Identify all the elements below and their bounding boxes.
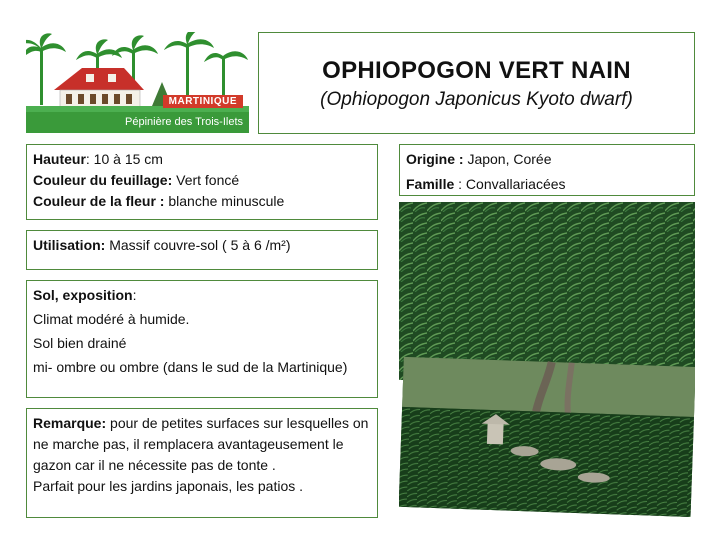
foliage-value: Vert foncé (172, 172, 240, 188)
use-card (26, 230, 378, 270)
origin-value: Japon, Corée (463, 151, 552, 167)
plant-photo (399, 202, 695, 524)
soil-line: Sol bien drainé (33, 335, 127, 351)
soil-card (26, 280, 378, 398)
logo-subtitle: Pépinière des Trois-Ilets (125, 116, 243, 128)
origin-label: Origine : (406, 151, 464, 167)
soil-line: mi- ombre ou ombre (dans le sud de la Martinique) (33, 359, 348, 375)
soil-label-suffix: : (132, 287, 137, 303)
note-text: pour de petites surfaces sur lesquelles on ne marche pas, il remplacera avantageusement le gazon car il ne nécessite pas de tonte . (33, 415, 369, 473)
foliage-row (33, 170, 371, 191)
specs-card (26, 144, 378, 220)
note-extra: Parfait pour les jardins japonais, les patios . (33, 478, 304, 494)
flower-row (33, 191, 371, 212)
height-value: : 10 à 15 cm (85, 151, 163, 167)
logo-banner: MARTINIQUE (163, 95, 243, 108)
note-label: Remarque: (33, 415, 107, 431)
soil-label: Sol, exposition (33, 287, 133, 303)
flower-label: Couleur de la fleur : (33, 193, 165, 209)
height-row (33, 149, 371, 170)
family-label: Famille (406, 176, 455, 192)
soil-line: Climat modéré à humide. (33, 311, 190, 327)
flower-value: blanche minuscule (164, 193, 285, 209)
nursery-logo (26, 32, 249, 133)
note-card (26, 408, 378, 518)
ophiopogon-photo (399, 202, 695, 524)
title-box (258, 32, 695, 134)
family-value: : Convallariacées (454, 176, 566, 192)
use-label: Utilisation: (33, 237, 106, 253)
origin-card (399, 144, 695, 196)
height-label: Hauteur (33, 151, 86, 167)
foliage-label: Couleur du feuillage: (33, 172, 173, 188)
use-value: Massif couvre-sol ( 5 à 6 /m²) (105, 237, 291, 253)
plant-latin-name: (Ophiopogon Japonicus Kyoto dwarf) (320, 89, 633, 110)
plant-common-name: OPHIOPOGON VERT NAIN (322, 57, 631, 84)
